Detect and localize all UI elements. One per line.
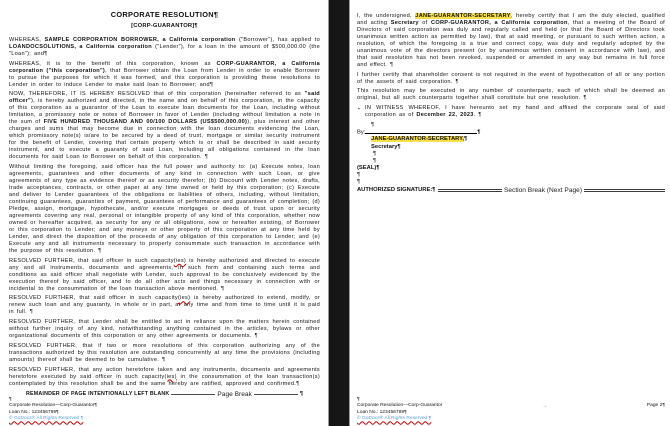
document-page-2	[349, 0, 670, 426]
footer-copyright: © GoDocs® All Rights Reserved ¶	[9, 416, 84, 422]
text-segment: ), plus interest and other charges and sums that may become due in connection with the loan documents evidencing the Loan, which promissory note(s) is/are to be secured by a deed of trust, mortgage or similar security instrument for the benefit of Lender, covering that certain property which is or shall be described in said security instrument, and to execute a guaranty of said Loan, including all obligations contained in the loan documents for said Loan to Borrower on behalf of this corporation. ¶	[9, 119, 320, 161]
text-segment: IN WITNESS WHEREOF, I have hereunto set my hand and affixed the corporate seal of said corporation as of	[365, 105, 665, 119]
text-segment: . ¶	[473, 112, 482, 119]
text-segment: CORP-GUARANTOR, a California corporation	[431, 20, 568, 26]
paragraph	[9, 164, 320, 255]
text-segment: ("Lender"), for a loan in the amount of $500,000.00 (the "Loan"); and¶	[9, 44, 320, 57]
paragraph	[357, 13, 665, 69]
text-segment: CORP-GUARANTOR, a California corporation ("this corporation")	[9, 60, 320, 74]
text-segment: I further certify that shareholder consent is not required in the event of hypothecation of all or any portion of the assets of said corporation. ¶	[357, 71, 665, 85]
text-segment: This resolution may be executed in any number of counterparts, each of which shall be deemed an original, but all such counterparts together shall constitute but one resolution. ¶	[357, 88, 665, 102]
blank-line-pilcrow: ¶	[371, 121, 375, 128]
footer-blank-pilcrow: ¶	[9, 396, 12, 402]
authorized-signature-label: AUTHORIZED SIGNATURE:¶	[357, 187, 436, 194]
paragraph	[9, 343, 320, 364]
footer-copyright: © GoDocs® All Rights Reserved ¶	[357, 416, 432, 422]
section-break-line-left	[438, 189, 502, 192]
pilcrow-mark: ¶	[376, 164, 380, 171]
text-segment: RESOLVED FURTHER, that if two or more resolutions of this corporation authorizing any of the transactions authorized by this resolution are outstanding concurrently at any time the provisions (including amounts) thereof shall be deemed to be cumulative. ¶	[9, 342, 320, 363]
page2-body-paragraphs	[357, 13, 665, 119]
text-segment: (ies)	[164, 373, 177, 380]
text-segment: (ies)	[178, 295, 191, 302]
pilcrow-mark: ¶	[432, 187, 436, 194]
text-segment: LOANDOCSOLUTIONS, a California corporation	[9, 44, 152, 50]
remainder-blank-text: REMAINDER OF PAGE INTENTIONALLY LEFT BLANK	[26, 391, 170, 397]
section-break-line-right	[584, 189, 665, 192]
text-segment: is hereby authorized to extend, modify, or renew such loan and any guaranty, in whole or in part, at any time and from time to time until it is paid in full. ¶	[9, 295, 320, 316]
paragraph	[9, 319, 320, 340]
text-segment: RESOLVED FURTHER, that said officer in such capacity	[9, 257, 174, 264]
text-segment: (ies)	[173, 257, 187, 264]
pilcrow-mark: ¶	[477, 129, 481, 136]
text-segment: of	[418, 20, 431, 26]
text-segment: NOW, THEREFORE, IT IS HEREBY RESOLVED that of this corporation (hereinafter referred to as	[9, 91, 305, 98]
seal-line	[357, 165, 665, 172]
paragraph	[357, 105, 665, 119]
text-segment: , hereby certify that I am the duly elected, qualified and acting	[357, 13, 665, 26]
by-label: By:	[357, 129, 366, 136]
pilcrow-mark: ¶	[397, 143, 401, 150]
footer-blank-pilcrow: ¶	[357, 396, 360, 402]
text-segment: RESOLVED FURTHER, that Lender shall be entitled to act in reliance upon the matters herein contained without further inquiry of any kind, notwithstanding anything contained in the articles, bylaws or other organizational documents of this corporation or any other agreements or documents. ¶	[9, 319, 320, 340]
page-break-line-right	[254, 394, 298, 395]
signature-rule	[365, 129, 477, 134]
list-bullet-icon: ▪	[358, 106, 360, 112]
pilcrow-mark: ¶	[463, 136, 468, 143]
document-page-1	[0, 0, 329, 426]
text-segment: December 22, 2023	[416, 112, 474, 119]
page1-footer	[9, 397, 320, 423]
blank-line-pilcrow: ¶	[373, 150, 377, 157]
footer-page-number: Page 2¶	[646, 403, 665, 409]
paragraph	[9, 258, 320, 293]
signatory-title: Secretary	[371, 143, 398, 150]
signatory-name-line	[371, 136, 665, 143]
page-break-label: Page Break	[217, 390, 252, 398]
text-segment: RESOLVED FURTHER, that said officer in such capacity	[9, 295, 178, 302]
blank-line-pilcrow: ¶	[357, 171, 361, 178]
document-subtitle: [CORP-GUARANTOR]¶	[131, 23, 198, 29]
text-segment: FIVE HUNDRED THOUSAND AND 00/100 DOLLARS (US$500,000.00)	[43, 119, 248, 126]
footer-loan-number: Loan No.: 123456789¶	[357, 409, 407, 415]
footer-doc-name: Corporate Resolution—Corp-Guarantor	[357, 403, 443, 409]
text-segment: WHEREAS,	[9, 37, 45, 43]
page1-body-paragraphs	[9, 37, 320, 388]
paragraph	[357, 88, 665, 102]
paragraph	[9, 295, 320, 316]
paragraph	[9, 37, 320, 58]
text-segment: Secretary	[390, 20, 419, 26]
text-segment: , that Borrower obtain the Loan from Lender in order to enable Borrower to pursue the purposes for which it was formed, and this corporation is providing these resolutions to Lender in order to induce Lender to make said loan to Borrower; and¶	[9, 67, 320, 88]
text-segment: WHEREAS, it is to the benefit of this corporation, known as	[9, 60, 217, 67]
text-segment: ), is hereby authorized and directed, in the name and on behalf of this corporation, in the capacity of this corporation as a guarantor of the Loan to execute loan documents for the Loan, including without limitation, a promissory note or notes of Borrower in favor of Lender (including without limitation a note in the sum of	[9, 98, 320, 126]
seal-label: (SEAL)	[357, 164, 377, 171]
blank-line-pilcrow: ¶	[357, 179, 361, 185]
footer-doc-name: Corporate Resolution—Corp-Guarantor¶	[9, 403, 97, 409]
signature-by-line	[357, 129, 665, 137]
text-segment: RESOLVED FURTHER, that any action heretofore taken and any instruments, documents and agreements heretofore executed by said officer in such capacity	[9, 366, 320, 380]
footer-row	[357, 403, 665, 410]
highlighted-text: JANE-GUARANTOR-SECRETARY	[415, 13, 511, 19]
text-segment: ("Borrower"), has applied to	[235, 37, 320, 43]
footer-loan-number: Loan No.: 123456789¶	[9, 409, 59, 415]
text-segment: is hereby authorized and directed to execute any and all instruments, documents and agreements, in such form and containing such terms and conditions as said officer shall negotiate with Lender, such approval to be conclusively evidenced by the execution thereof by said officer, and to do all other acts and things necessary in connection with or incidental to the consummation of the loan transaction above mentioned. ¶	[9, 257, 320, 292]
paragraph	[9, 61, 320, 89]
section-break-row	[357, 187, 665, 194]
signatory-name: JANE-GUARANTOR-SECRETARY,	[371, 136, 464, 143]
paragraph	[9, 367, 320, 388]
document-title: CORPORATE RESOLUTION¶	[110, 10, 219, 19]
text-segment: SAMPLE CORPORATION BORROWER, a California corporation	[44, 37, 236, 43]
signatory-title-line	[371, 144, 665, 151]
text-segment: "said officer"	[9, 91, 320, 105]
blank-line-pilcrow: ¶	[373, 157, 377, 164]
tab-mark-icon: →	[542, 403, 548, 410]
page-break-line-left	[171, 394, 215, 395]
pilcrow-mark: ¶	[299, 391, 303, 397]
text-segment: I, the undersigned,	[357, 13, 416, 19]
section-break-label: Section Break (Next Page)	[503, 186, 583, 194]
text-segment: in the consummation of the loan transaction(s) contemplated by this resolution shall be and the same hereby are ratified, approved and confirmed.¶	[9, 373, 320, 387]
page2-footer	[357, 397, 665, 423]
paragraph	[357, 72, 665, 86]
paragraph	[9, 91, 320, 161]
text-segment: Without limiting the foregoing, said officer has the full power and authority to: (a) Execute notes, loan agreements, guarantees and other documents of any kind in connection with such Loan, or give agreements of any type as evidence thereof or as security therefor; (b) Discount with Lender notes, drafts, trade acceptances, contracts, or other paper at any time owned or held by this corporation; (c) Execute and deliver to Lender guarantees of the obligations or liabilities of others, including, without limitation, continuing guarantees, guaranties of payment, guarantees of performance and guarantees of completion; (d) Pledge, assign, mortgage, hypothecate, and/or execute mortgages or deeds of trust upon or security agreements covering any real, personal or intangible property of any kind of this corporation, whether now owned or hereafter acquired, as security for any or all obligations, now or hereafter existing, of Borrower or this corporation to Lender; and any moneys or other property of this corporation at any time held by Lender, and direct the disposition of the proceeds of any obligation of this corporation to Lender; and (e) Execute any and all instruments necessary to properly consummate such transaction in accordance with the purpose of this resolution. ¶	[9, 164, 320, 255]
text-segment: , that a meeting of the Board of Directors of said corporation was duly and regularly called and held (or that the Board of Directors took unanimous written action as permitted by law), that at said meeting, or pursuant to such written action, a resolution, of which the foregoing is a true and correct copy, was duly and regularly adopted by the unanimous vote of the directors present (or by unanimous written consent in accordance with law), and that said resolution has not been revoked, suspended or amended in any way but remains in full force and effect. ¶	[357, 20, 665, 68]
signature-block	[357, 122, 665, 194]
